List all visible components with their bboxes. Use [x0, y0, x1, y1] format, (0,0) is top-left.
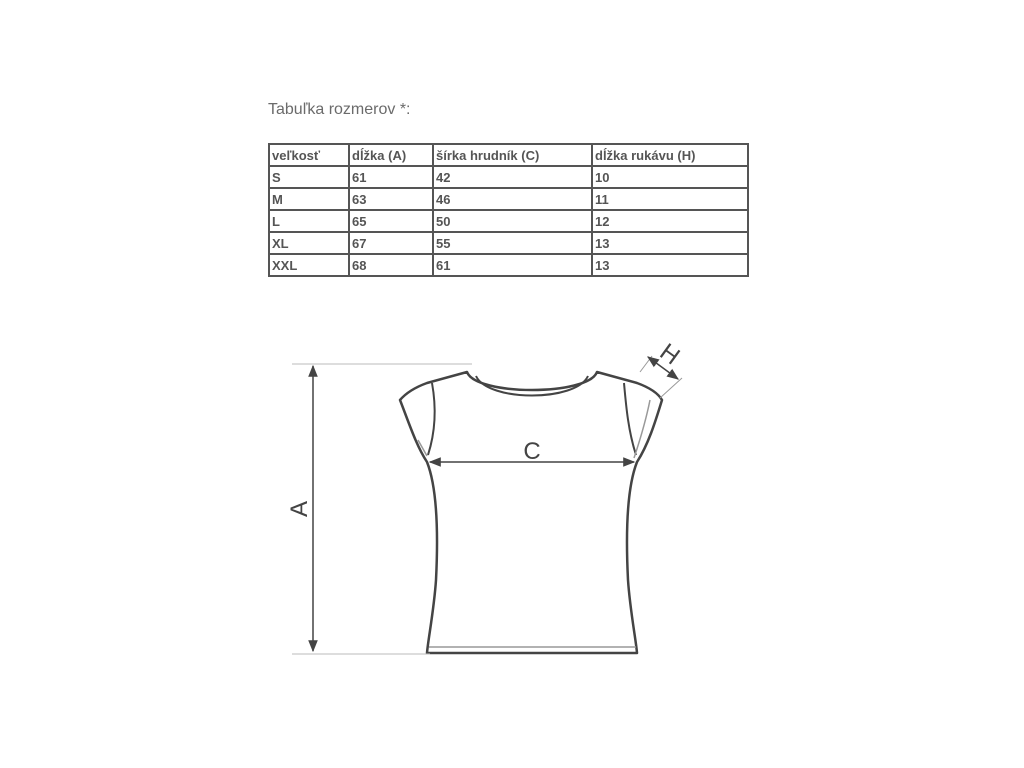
header-sleeve-length: dĺžka rukávu (H) — [592, 144, 748, 166]
sleeve-guide-bottom — [660, 378, 682, 398]
cell-chest-width: 42 — [433, 166, 592, 188]
cell-chest-width: 46 — [433, 188, 592, 210]
cell-chest-width: 55 — [433, 232, 592, 254]
header-size: veľkosť — [269, 144, 349, 166]
cell-sleeve-length: 13 — [592, 254, 748, 276]
header-length: dĺžka (A) — [349, 144, 433, 166]
header-chest-width: šírka hrudník (C) — [433, 144, 592, 166]
cell-sleeve-length: 11 — [592, 188, 748, 210]
cell-size: L — [269, 210, 349, 232]
cell-size: XL — [269, 232, 349, 254]
tshirt-outline — [400, 372, 662, 653]
cell-size: XXL — [269, 254, 349, 276]
length-label-a: A — [286, 500, 313, 518]
cell-length: 68 — [349, 254, 433, 276]
cell-length: 67 — [349, 232, 433, 254]
cell-sleeve-length: 12 — [592, 210, 748, 232]
chest-label-c: C — [523, 438, 541, 465]
sleeve-label-h: H — [654, 338, 685, 371]
cell-sleeve-length: 10 — [592, 166, 748, 188]
cell-size: S — [269, 166, 349, 188]
cell-length: 63 — [349, 188, 433, 210]
size-table-caption: Tabuľka rozmerov *: — [268, 101, 411, 118]
cell-sleeve-length: 13 — [592, 232, 748, 254]
cell-chest-width: 61 — [433, 254, 592, 276]
cell-length: 61 — [349, 166, 433, 188]
cell-size: M — [269, 188, 349, 210]
cell-length: 65 — [349, 210, 433, 232]
cell-chest-width: 50 — [433, 210, 592, 232]
